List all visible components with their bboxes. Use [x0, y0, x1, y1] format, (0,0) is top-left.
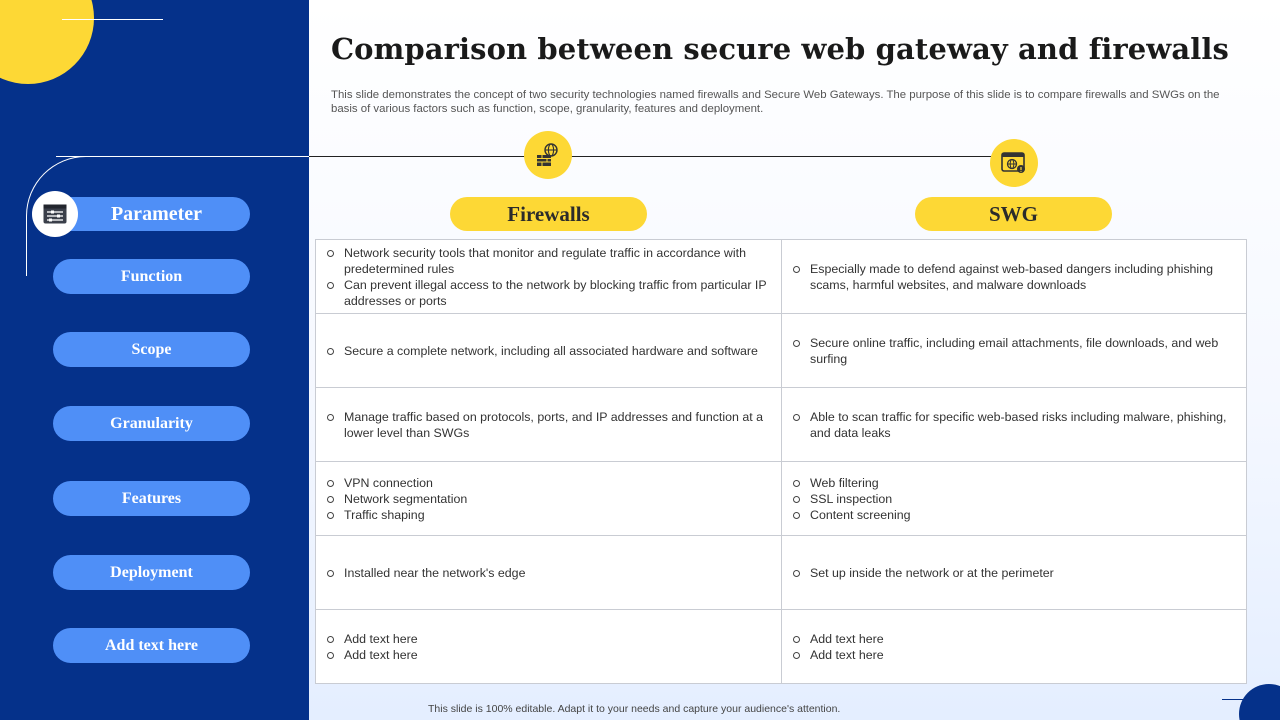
- connector-line: [56, 156, 309, 157]
- list-item: Set up inside the network or at the perimeter: [792, 565, 1237, 581]
- table-cell-swg: [782, 610, 1247, 684]
- bullet-list: [792, 409, 1237, 441]
- footer-note: This slide is 100% editable. Adapt it to your needs and capture your audience's attention.: [428, 703, 841, 715]
- table-cell-firewalls: [316, 388, 782, 462]
- list-item: Content screening: [792, 507, 1237, 523]
- bullet-list: [792, 475, 1237, 523]
- row-label-scope: [53, 332, 250, 367]
- browser-gateway-icon: [990, 139, 1038, 187]
- connector-line-header: [309, 156, 1014, 157]
- row-label-granularity: [53, 406, 250, 441]
- column-header-label: SWG: [988, 201, 1038, 226]
- table-cell-firewalls: [316, 462, 782, 536]
- bullet-list: [326, 343, 771, 359]
- decorative-circle: [0, 0, 94, 84]
- list-item: Secure a complete network, including all associated hardware and software: [326, 343, 771, 359]
- row-label-text: Features: [121, 489, 182, 507]
- table-cell-swg: [782, 536, 1247, 610]
- list-item: Especially made to defend against web-based dangers including phishing scams, harmful websites, and malware downloads: [792, 261, 1237, 293]
- row-label-text: Deployment: [110, 563, 193, 581]
- slide-description: This slide demonstrates the concept of two security technologies named firewalls and Secure Web Gateways. The purpose of this slide is to compare firewalls and SWGs on the basis of various factors such as function, scope, granularity, features and deployment.: [331, 89, 1220, 115]
- column-header-firewalls: [450, 197, 647, 231]
- list-item: Add text here: [326, 647, 771, 663]
- row-label-features: [53, 481, 250, 516]
- page-title: Comparison between secure web gateway and firewalls: [331, 32, 1229, 66]
- bullet-list: [326, 565, 771, 581]
- bullet-list: [792, 261, 1237, 293]
- comparison-table: [315, 239, 1247, 684]
- list-item: Able to scan traffic for specific web-based risks including malware, phishing, and data leaks: [792, 409, 1237, 441]
- bullet-list: [326, 475, 771, 523]
- table-cell-firewalls: [316, 314, 782, 388]
- list-item: SSL inspection: [792, 491, 1237, 507]
- row-label-text: Function: [120, 267, 183, 285]
- list-item: Secure online traffic, including email attachments, file downloads, and web surfing: [792, 335, 1237, 367]
- list-item: Network segmentation: [326, 491, 771, 507]
- parameter-header: [53, 197, 250, 231]
- list-item: Add text here: [792, 631, 1237, 647]
- table-cell-swg: [782, 462, 1247, 536]
- table-cell-swg: [782, 240, 1247, 314]
- list-item: VPN connection: [326, 475, 771, 491]
- bullet-list: [326, 245, 771, 309]
- bullet-list: [792, 335, 1237, 367]
- list-item: Add text here: [792, 647, 1237, 663]
- bullet-list: [326, 409, 771, 441]
- row-label-text: Granularity: [110, 414, 193, 432]
- parameter-label: Parameter: [110, 202, 203, 225]
- table-cell-swg: [782, 314, 1247, 388]
- row-label-deployment: [53, 555, 250, 590]
- bullet-list: [792, 631, 1237, 663]
- column-header-swg: [915, 197, 1112, 231]
- column-header-label: Firewalls: [507, 201, 590, 226]
- row-label-text: Add text here: [104, 636, 199, 654]
- list-item: Traffic shaping: [326, 507, 771, 523]
- bullet-list: [326, 631, 771, 663]
- globe-firewall-icon: [524, 131, 572, 179]
- list-item: Network security tools that monitor and regulate traffic in accordance with predetermined rules: [326, 245, 771, 277]
- list-item: Web filtering: [792, 475, 1237, 491]
- list-item: Add text here: [326, 631, 771, 647]
- row-label-function: [53, 259, 250, 294]
- decorative-line: [62, 19, 163, 20]
- settings-list-icon: [32, 191, 78, 237]
- row-label-add-text: [53, 628, 250, 663]
- row-label-text: Scope: [131, 340, 172, 358]
- bullet-list: [792, 565, 1237, 581]
- list-item: Manage traffic based on protocols, ports, and IP addresses and function at a lower level than SWGs: [326, 409, 771, 441]
- table-cell-swg: [782, 388, 1247, 462]
- table-cell-firewalls: [316, 536, 782, 610]
- table-cell-firewalls: [316, 240, 782, 314]
- table-cell-firewalls: [316, 610, 782, 684]
- decorative-circle: [1239, 684, 1280, 720]
- list-item: Installed near the network's edge: [326, 565, 771, 581]
- list-item: Can prevent illegal access to the network by blocking traffic from particular IP addresses or ports: [326, 277, 771, 309]
